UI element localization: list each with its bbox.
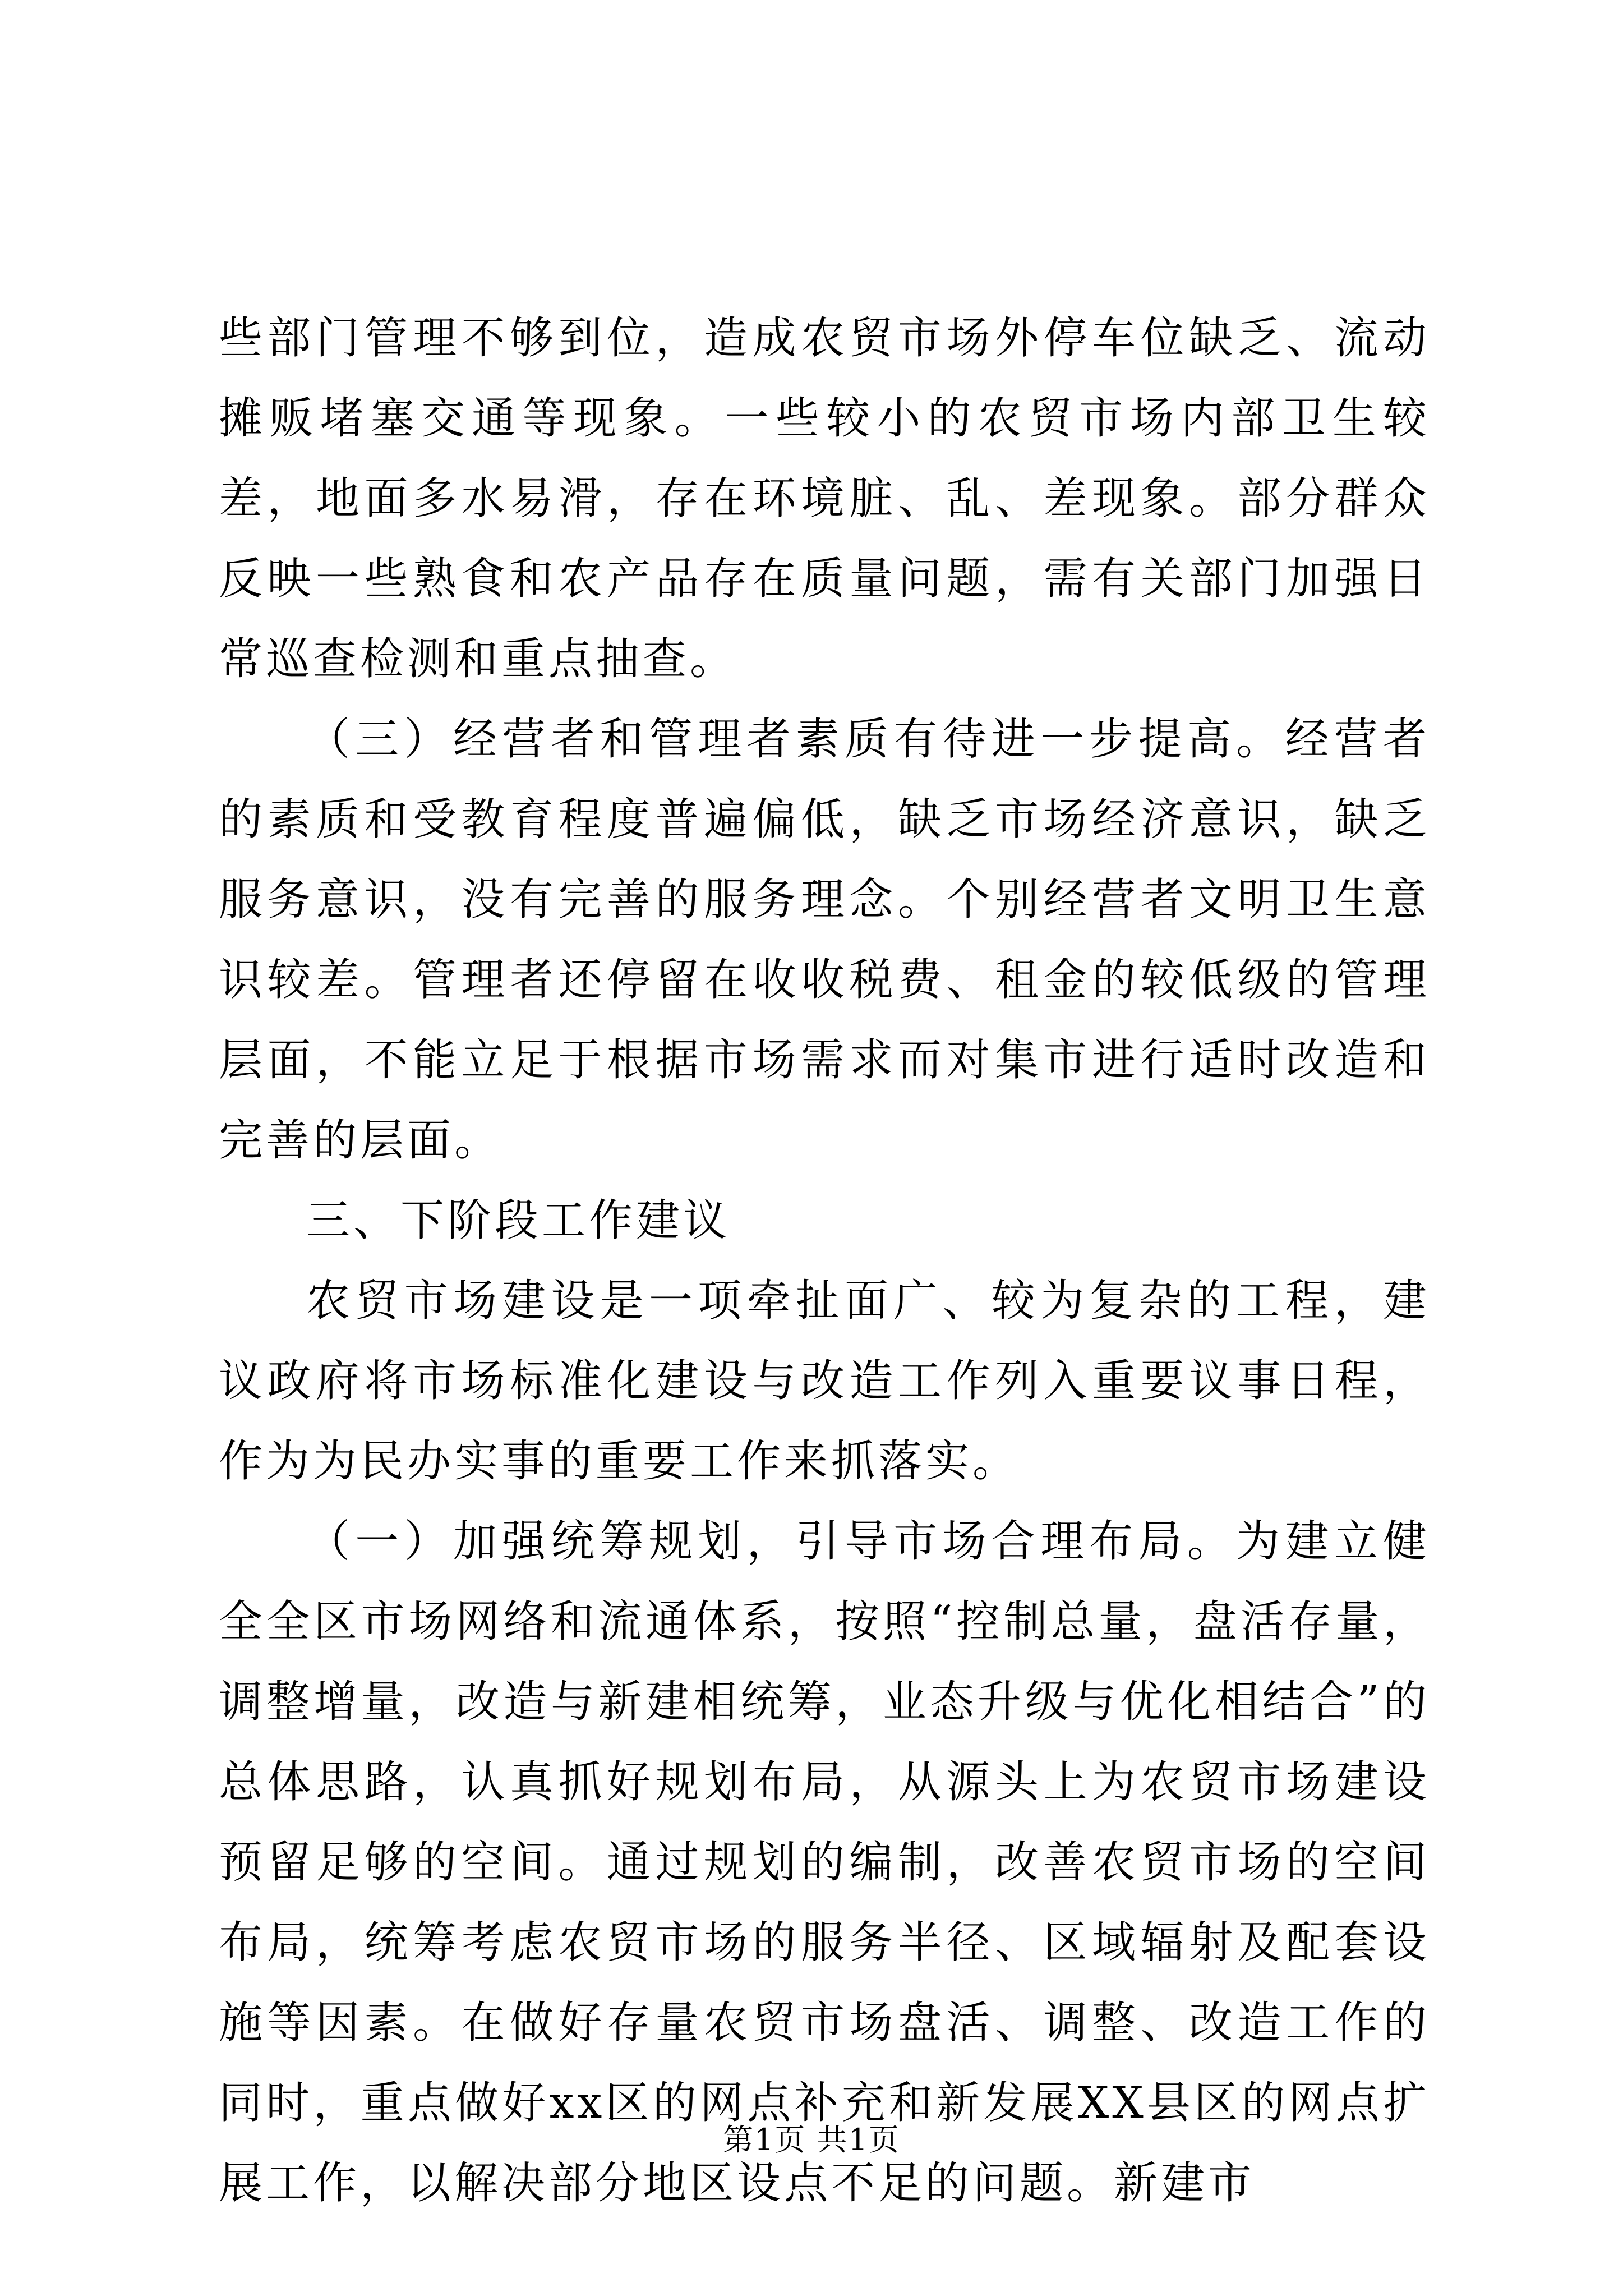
section-heading-next-steps: 三、下阶段工作建议 — [306, 1195, 731, 1246]
paragraph-planning: （一）加强统筹规划，引导市场合理布局。为建立健全全区市场网络和流通体系，按照“控制总量，盘活存量，调整增量，改造与新建相统筹，业态升级与优化相结合”的总体思路，认真抓好规划布局，从源头上为农贸市场建设预留足够的空间。通过规划的编制，改善农贸市场的空间布局，统筹考虑农贸市场的服务半径、区域辐射及配套设施等因素。在做好存量农贸市场盘活、调整、改造工作的同时，重点做好xx区的网点补充和新发展XX县区的网点扩展工作，以解决部分地区设点不足的问题。新建市 — [219, 1516, 1430, 2208]
document-body — [219, 298, 1430, 2224]
paragraph-operator-quality: （三）经营者和管理者素质有待进一步提高。经营者的素质和受教育程度普遍偏低，缺乏市场经济意识，缺乏服务意识，没有完善的服务理念。个别经营者文明卫生意识较差。管理者还停留在收收税费、租金的较低级的管理层面，不能立足于根据市场需求而对集市进行适时改造和完善的层面。 — [219, 714, 1430, 1166]
page-footer: 第1页 共1页 — [723, 2122, 900, 2157]
paragraph-continuation: 些部门管理不够到位，造成农贸市场外停车位缺乏、流动摊贩堵塞交通等现象。一些较小的农贸市场内部卫生较差，地面多水易滑，存在环境脏、乱、差现象。部分群众反映一些熟食和农产品存在质量问题，需有关部门加强日常巡查检测和重点抽查。 — [219, 313, 1430, 684]
paragraph-construction-suggestion: 农贸市场建设是一项牵扯面广、较为复杂的工程，建议政府将市场标准化建设与改造工作列入重要议事日程，作为为民办实事的重要工作来抓落实。 — [219, 1276, 1430, 1487]
